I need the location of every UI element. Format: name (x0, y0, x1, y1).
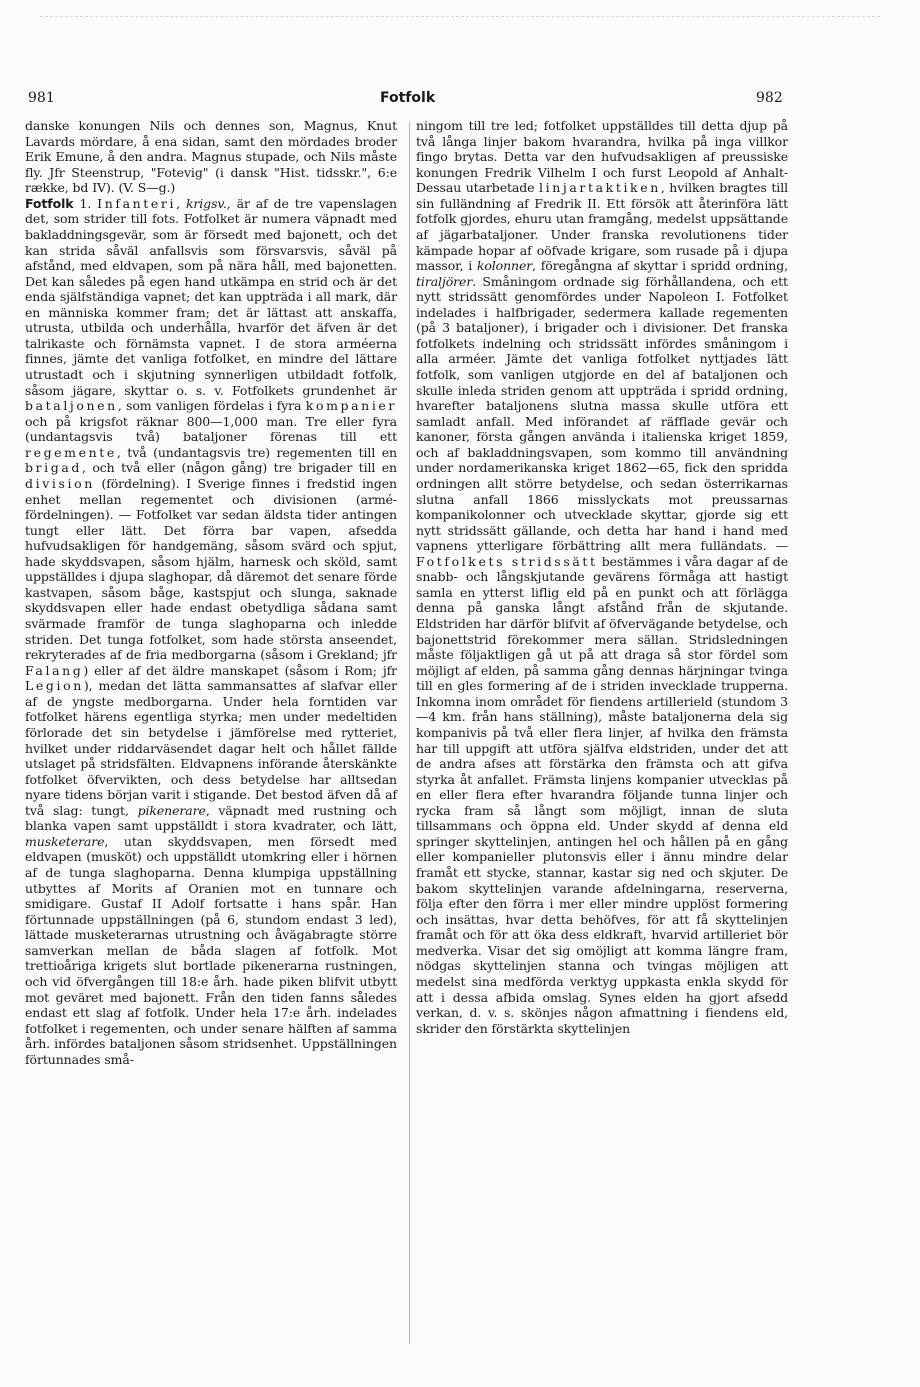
spaced-term: Infanteri (97, 195, 177, 211)
text: , utan skyddsvapen, men försedt med eldvapen (musköt) och uppställdt utomkring eller i hörnen af de tunga slaghoparna. Denna klumpiga uppställning utbyttes af Morits af Oranien mot en tunnare och smidigare. Gustaf II Adolf fortsatte i hans spår. Han förtunnade uppställningen (på 6, stundom endast 3 led), lättade musketerarnas utrustning och åvägabragte större samverkan mellan de båda slagen af fotfolk. Mot trettioåriga krigets slut bortlade pikenerarna rustningen, och vid öfvergången till 18:e årh. hade piken blifvit utbytt mot geväret med bajonett. Från den tiden fanns således endast ett slag af fotfolk. Under hela 17:e årh. indelades fotfolket i regementen, och under senare hälften af samma årh. infördes bataljonen såsom stridsenhet. Uppställningen förtunnades små- (25, 833, 397, 1067)
text: . Småningom ordnade sig förhållandena, och ett nytt stridssätt genomfördes under Napoleon I. Fotfolket indelades i halfbrigader, sedermera kallade regementen (på 3 bataljoner), i brigader och i divisioner. Det franska fotfolkets indelning och stridssätt infördes småningom i alla arméer. Jämte det vanliga fotfolket nyttjades lätt fotfolk, som vanligen utgjorde en del af bataljonen och skulle inleda striden genom att uppträda i spridd ordning, hvarefter bataljonens slutna massa skulle utföra ett samladt anfall. Med införandet af räfflade gevär och kanoner, första gången använda i italienska kriget 1859, och af bakladdningsvapen, som kommo till användning under nordamerikanska kriget 1862—65, fick den spridda ordningen allt större betydelse, och sedan österrikarnas slutna anfall 1866 misslyckats mot preussarnas kompanikolonner och utvecklade skyttar, gjorde sig ett nytt stridssätt gällande, och detta har hand i hand med vapnens ytterligare förbättring allt mera fulländats. — (416, 273, 788, 554)
text: , och två eller (någon gång) tre brigader till en (82, 460, 397, 476)
spaced-term: kompanier (305, 398, 397, 414)
entry-headword: Fotfolk (25, 195, 74, 211)
text: och på krigsfot räknar 800—1,000 man. Tre eller fyra (undantagsvis två) bataljoner förenas till ett (25, 413, 397, 445)
page-header (28, 90, 788, 110)
text: ) eller af det äldre manskapet (såsom i Rom; jfr (83, 662, 397, 678)
text: , som vanligen fördelas i fyra (117, 398, 306, 414)
italic-term: krigsv. (185, 195, 227, 211)
text: , två (undantagsvis tre) regementen till en (116, 444, 397, 460)
right-column (416, 118, 788, 1036)
spaced-term: linjartaktiken (539, 180, 661, 196)
paragraph-nils-continued: danske konungen Nils och dennes son, Magnus, Knut Lavards mördare, å ena sidan, samt den mördades broder Erik Emune, å den andra. Magnus stupade, och Nils måste fly. Jfr Steenstrup, "Fotevig" (i dansk "Hist. tidsskr.", 6:e række, bd IV). (V. S—g.) (25, 118, 397, 196)
text: bestämmes i våra dagar af de snabb- och långskjutande gevärens förmåga att hastigt samla en ytterst liflig eld på en punkt och att förlägga denna på ganska långt afstånd från de skjutande. Eldstriden har därför blifvit af öfvervägande betydelse, och bajonettstrid förekommer mera sällan. Stridsledningen måste följaktligen gå ut på att draga så stor fördel som möjligt af elden, på samma gång dennas härjningar tvinga till en gles formering af de i striden invecklade trupperna. Inkomna inom området för fiendens artillerield (stundom 3—4 km. från hans ställning), måste bataljonerna dela sig kompanivis på två eller flera linjer, af hvilka den främsta har till uppgift att utföra själfva eldstriden, under det att de andra afses att förstärka den främsta och att gifva styrka åt anfallet. Främsta linjens kompanier utvecklas på en eller flera efter hvarandra följande tunna linjer och rycka fram så långt som möjligt, innan de sluta tillsammans och öppna eld. Under skydd af denna eld springer skyttelinjen, antingen hel och hållen på en gång eller kompanieller plutonsvis eller i ännu mindre delar framåt ett stycke, stannar, kastar sig ned och skjuter. De bakom skyttelinjen varande afdelningarna, reserverna, följa efter den förra i mer eller mindre upplöst formering och insättas, hvar detta behöfves, för att få skyttelinjen framåt och för att öka dess eldkraft, hvarvid artilleriet bör medverka. Visar det sig omöjligt att komma längre fram, nödgas skyttelinjen stanna och tvingas möjligen att medelst sina medförda verktyg uppkasta enkla skydd för att i dessa afbida omslag. Synes elden ha gjort afsedd verkan, d. v. s. skönjes någon afmattning i fiendens eld, skrider den förstärkta skyttelinjen (416, 553, 788, 1036)
column-divider (409, 122, 410, 1344)
italic-term: tiraljörer (416, 273, 473, 289)
page-number-left: 981 (28, 90, 55, 106)
spaced-term: brigad (25, 460, 83, 476)
italic-term: kolonner (476, 258, 533, 274)
italic-term: pikenerare (137, 802, 206, 818)
text: 1. (73, 195, 98, 211)
page-title: Fotfolk (380, 90, 436, 106)
text: , föregångna af skyttar i spridd ordning, (532, 258, 788, 274)
text: ), medan det lätta sammansattes af slafvar eller af de yngste medborgarna. Under hela forntiden var fotfolket härens egentliga styrka; men under medeltiden förlorade det sin betydelse i jämförelse med rytteriet, hvilket under riddarväsendet dagar helt och hållet fällde utslaget på stridsfälten. Eldvapnens införande återskänkte fotfolket öfvervikten, och dess betydelse har alltsedan nyare tidens början varit i stigande. Det bestod äfven då af två slag: tungt, (25, 678, 397, 818)
paragraph-fotfolk-entry (25, 196, 397, 1068)
text: , hvilken bragtes till sin fulländning af Fredrik II. Ett försök att återinföra lätt fotfolk gjordes, ehuru utan framgång, medelst uppsättande af jägarbataljoner. Under franska revolutionens tider kämpade hopar af oöfvade krigare, som rusade på i djupa massor, i (416, 180, 788, 274)
text: (fördelning). I Sverige finnes i fredstid ingen enhet mellan regementet och divisionen (armé-fördelningen). — Fotfolket var sedan äldsta tider antingen tungt eller lätt. Det förra bar vapen, afsedda hufvudsakligen för handgemäng, såsom svärd och spjut, hade skyddsvapen, såsom hjälm, harnesk och sköld, samt uppställdes i djupa slaghopar, då däremot det senare förde kastvapen, såsom båge, kastspjut och slunga, saknade skyddsvapen eller hade endast obetydliga sådana samt svärmade framför de tunga slaghoparna och inledde striden. Det tunga fotfolket, som hade största anseendet, rekryterades af de fria medborgarna (såsom i Grekland; jfr (25, 475, 397, 663)
spaced-term: division (25, 475, 95, 491)
spaced-term: Fotfolkets stridssätt (416, 553, 598, 569)
paragraph-continued (416, 118, 788, 1036)
spaced-term: Legion (25, 678, 84, 694)
page-number-right: 982 (756, 90, 783, 106)
text: ningom till tre led; fotfolket uppställdes till detta djup på två långa linjer bakom hvarandra, hvilka på inga villkor fingo brytas. Detta var den hufvudsakligen af preussiske konungen Fredrik Vilhelm I och furst Leopold af Anhalt-Dessau utarbetade (416, 118, 788, 196)
text: , väpnadt med rustning och blanka vapen samt uppställdt i stora kvadrater, och lätt, (25, 802, 397, 834)
text: , (176, 195, 186, 211)
spaced-term: regemente (25, 444, 117, 460)
top-rule (40, 16, 880, 18)
spaced-term: bataljonen (25, 398, 118, 414)
left-column (25, 118, 397, 1067)
text: , är af de tre vapenslagen det, som strider till fots. Fotfolket är numera väpnadt med bakladdningsgevär, som är försedt med bajonett, och det kan strida såväl anfallsvis som försvarsvis, såväl på afstånd, med eldvapen, som på nära håll, med bajonetten. Det kan således på egen hand utkämpa en strid och är det enda själfständiga vapnet; det kan uppträda i all mark, där en människa kommer fram; det är lättast att anskaffa, utrusta, utbilda och underhålla, hvarför det äfven är det talrikaste och förnämsta vapnet. I de stora arméerna finnes, jämte det vanliga fotfolket, en mindre del lättare utrustadt och i skjutning synnerligen utbildadt fotfolk, såsom jägare, skyttar o. s. v. Fotfolkets grundenhet är (25, 195, 397, 398)
spaced-term: Falang (25, 662, 84, 678)
italic-term: musketerare (25, 833, 105, 849)
